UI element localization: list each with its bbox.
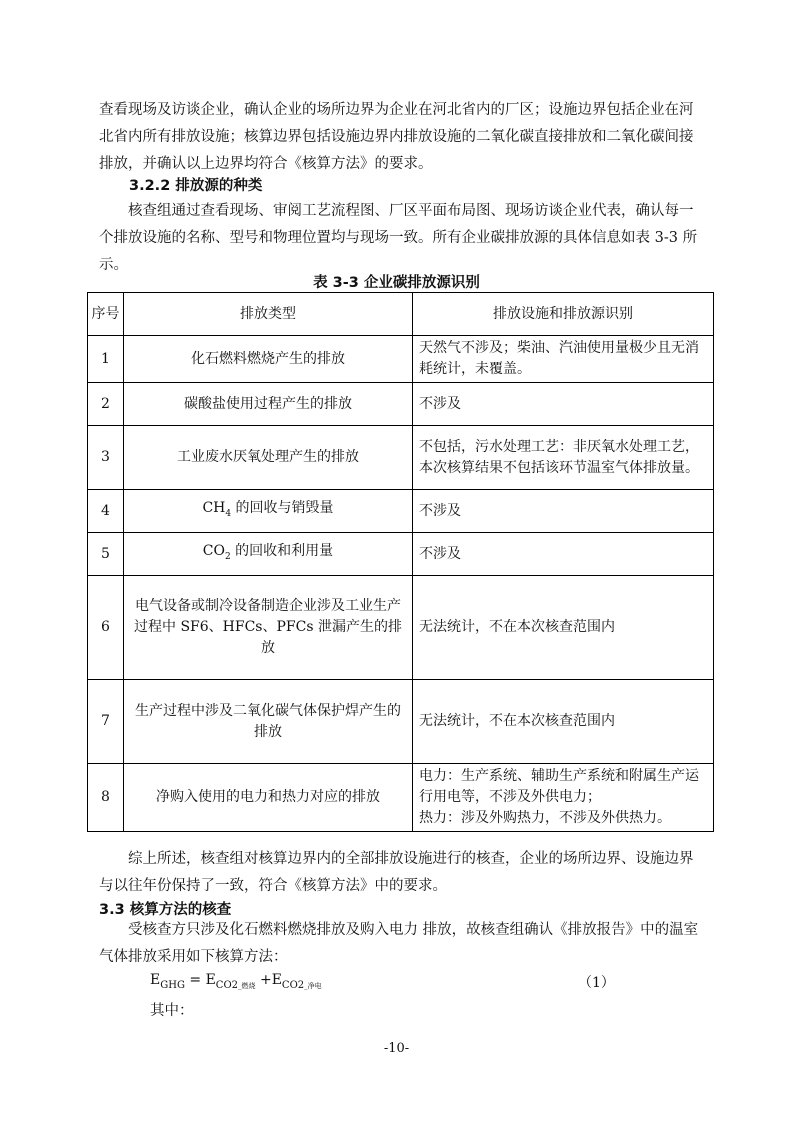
intro-paragraph: 查看现场及访谈企业，确认企业的场所边界为企业在河北省内的厂区；设施边界包括企业在河北省内所有排放设施；核算边界包括设施边界内排放设施的二氧化碳直接排放和二氧化碳间接排放，并确认以上边界均符合《核算方法》的要求。 xyxy=(99,102,694,172)
header-no: 序号 xyxy=(88,293,124,336)
formula-plus: +E xyxy=(255,972,282,988)
row-type-main: CO xyxy=(202,542,225,559)
section-33-paragraph: 受核查方只涉及化石燃料燃烧排放及购入电力 排放，故核查组确认《排放报告》中的温室气体排放采用如下核算方法： xyxy=(99,922,699,965)
row-source: 无法统计，不在本次核查范围内 xyxy=(413,576,714,680)
row-no: 2 xyxy=(88,383,124,426)
row-source: 不涉及 xyxy=(413,383,714,426)
table-row xyxy=(88,680,714,764)
equation-number: （1） xyxy=(578,975,615,991)
row-type: 生产过程中涉及二氧化碳气体保护焊产生的排放 xyxy=(124,680,413,764)
table-row xyxy=(88,336,714,383)
formula-term2-sub: CO2 xyxy=(281,979,305,991)
row-type-rest: 的回收与销毁量 xyxy=(231,499,334,516)
row-type-sub: 2 xyxy=(225,551,231,562)
row-type-rest: 的回收和利用量 xyxy=(230,542,334,559)
row-type-sub: 4 xyxy=(225,508,232,519)
where-label: 其中： xyxy=(150,1003,194,1019)
section-heading-322: 3.2.2 排放源的种类 xyxy=(129,178,263,194)
formula-term1-tag: _燃烧 xyxy=(238,981,256,990)
row-type xyxy=(124,533,413,576)
formula-lhs: E xyxy=(150,972,161,988)
summary-paragraph: 综上所述，核查组对核算边界内的全部排放设施进行的核查，企业的场所边界、设施边界与以往年份保持了一致，符合《核算方法》中的要求。 xyxy=(99,851,694,894)
formula-lhs-sub: GHG xyxy=(160,979,185,991)
emission-source-table xyxy=(87,292,714,832)
row-type-main: CH xyxy=(202,499,226,516)
row-no: 4 xyxy=(88,490,124,533)
row-source: 天然气不涉及；柴油、汽油使用量极少且无消耗统计，未覆盖。 xyxy=(413,336,714,383)
row-type: 电气设备或制冷设备制造企业涉及工业生产过程中 SF6、HFCs、PFCs 泄漏产生的排放 xyxy=(124,576,413,680)
row-no: 3 xyxy=(88,426,124,490)
emission-formula xyxy=(150,972,322,991)
row-no: 1 xyxy=(88,336,124,383)
row-source: 不包括，污水处理工艺：非厌氧水处理工艺，本次核算结果不包括该环节温室气体排放量。 xyxy=(413,426,714,490)
row-type xyxy=(124,490,413,533)
row-source: 不涉及 xyxy=(413,533,714,576)
section-heading-33: 3.3 核算方法的核查 xyxy=(99,902,232,918)
header-type: 排放类型 xyxy=(124,293,413,336)
row-type: 净购入使用的电力和热力对应的排放 xyxy=(124,764,413,832)
section-322-paragraph: 核查组通过查看现场、审阅工艺流程图、厂区平面布局图、现场访谈企业代表，确认每一个排放设施的名称、型号和物理位置均与现场一致。所有企业碳排放源的具体信息如表 3-3 所示。 xyxy=(99,203,698,273)
row-type: 化石燃料燃烧产生的排放 xyxy=(124,336,413,383)
formula-eq: = E xyxy=(184,972,216,988)
table-row xyxy=(88,576,714,680)
row-type: 工业废水厌氧处理产生的排放 xyxy=(124,426,413,490)
table-header-row xyxy=(88,293,714,336)
row-source: 电力：生产系统、辅助生产系统和附属生产运行用电等，不涉及外供电力； 热力：涉及外购热力，不涉及外供热力。 xyxy=(413,764,714,832)
table-caption: 表 3-3 企业碳排放源识别 xyxy=(313,275,480,291)
table-row xyxy=(88,426,714,490)
page-number: -10- xyxy=(383,1041,410,1056)
table-row xyxy=(88,490,714,533)
formula-term1-sub: CO2 xyxy=(215,979,239,991)
formula-term2-tag: _净电 xyxy=(304,981,322,990)
row-no: 5 xyxy=(88,533,124,576)
row-no: 6 xyxy=(88,576,124,680)
row-type: 碳酸盐使用过程产生的排放 xyxy=(124,383,413,426)
row-no: 8 xyxy=(88,764,124,832)
table-row xyxy=(88,764,714,832)
row-source: 无法统计，不在本次核查范围内 xyxy=(413,680,714,764)
table-row xyxy=(88,533,714,576)
row-no: 7 xyxy=(88,680,124,764)
header-source: 排放设施和排放源识别 xyxy=(413,293,714,336)
row-source: 不涉及 xyxy=(413,490,714,533)
table-row xyxy=(88,383,714,426)
